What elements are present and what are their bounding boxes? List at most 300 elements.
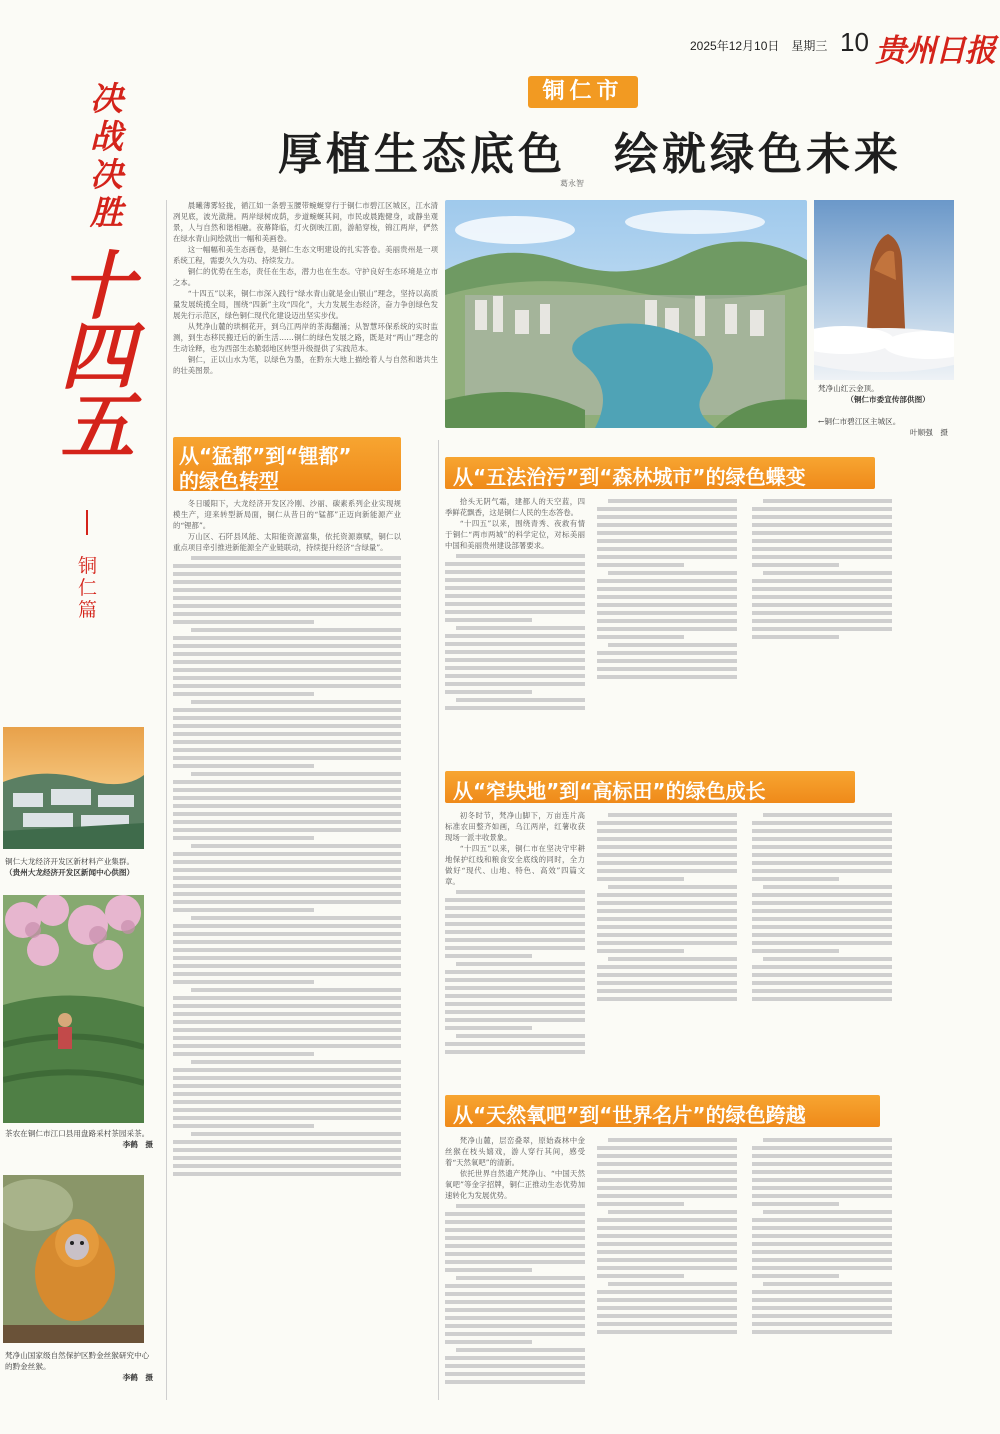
text-line [173,668,401,672]
intro-paragraph: 这一幅幅和美生态画卷，是铜仁生态文明建设的扎实答卷。美丽贵州是一项系统工程，需要久久为功、持续发力。 [173,245,438,265]
text-line [173,564,401,568]
paper-logo: 贵州日报 [875,33,995,69]
text-line [445,1292,585,1296]
text-line [456,1204,585,1208]
text-line [173,1044,401,1048]
text-line [597,563,684,567]
text-line [597,515,737,519]
section-4-column-3 [752,1135,892,1420]
text-line [597,1258,737,1262]
section-3-column-2 [597,810,737,1082]
text-line [752,869,892,873]
text-line [173,764,314,768]
text-line [445,706,585,710]
text-line [173,908,314,912]
text-line [173,812,401,816]
intro-paragraph: 从梵净山麓的珙桐花开，到乌江两岸的茶海翻涌；从智慧环保系统的实时监测，到生态移民搬迁后的新生活……铜仁的绿色发展之路，既是对“两山”理念的生动诠释，也为西部生态脆弱地区转型升级提供了实践范本。 [173,322,438,353]
text-line [597,829,737,833]
text-line [173,828,401,832]
text-line [597,1162,737,1166]
text-line [752,981,892,985]
text-line [173,932,401,936]
text-line [597,1186,737,1190]
text-line [597,1218,737,1222]
text-line [752,917,892,921]
text-line [752,1290,892,1294]
text-line [191,844,401,848]
text-line [445,898,585,902]
text-line [752,1330,892,1334]
section-heading-4: 从“天然氧吧”到“世界名片”的绿色跨越 [445,1095,880,1127]
text-line [597,1154,737,1158]
text-line [752,933,892,937]
text-line [763,813,892,817]
text-line [173,964,401,968]
intro-paragraph: “十四五”以来，铜仁市深入践行“绿水青山就是金山银山”理念，坚持以高质量发展统揽全局，围绕“四新”主攻“四化”，大力发展生态经济，奋力争创绿色发展先行示范区，绿色铜仁现代化建设迈出坚实步伐。 [173,289,438,320]
text-line [445,954,532,958]
text-line [752,1274,839,1278]
text-line [752,853,892,857]
text-line [763,957,892,961]
text-line [597,973,737,977]
text-line [752,555,892,559]
text-line [445,658,585,662]
text-line [752,1170,892,1174]
text-line [173,900,401,904]
text-line [752,1258,892,1262]
text-line [173,620,314,624]
text-line [456,698,585,702]
text-line [597,997,737,1001]
text-line [445,642,585,646]
column-text-block [445,551,585,758]
text-line [752,523,892,527]
text-line [445,914,585,918]
text-line [173,636,401,640]
text-line [597,1146,737,1150]
section-4-column-1 [445,1135,585,1420]
text-line [191,916,401,920]
text-line [173,972,401,976]
text-line [752,909,892,913]
text-line [445,674,585,678]
text-line [597,981,737,985]
text-line [752,893,892,897]
text-line [597,1290,737,1294]
text-line [763,1138,892,1142]
text-line [445,634,585,638]
headline: 厚植生态底色 绘就绿色未来 [278,129,902,180]
text-line [456,1348,585,1352]
text-line [173,684,401,688]
text-line [445,610,585,614]
text-line [173,1100,401,1104]
text-line [445,1316,585,1320]
text-line [752,579,892,583]
text-line [445,922,585,926]
page-number: 10 [840,27,869,57]
text-line [173,1084,401,1088]
text-line [173,1124,314,1128]
body-paragraph: 初冬时节，梵净山脚下，万亩连片高标准农田整齐如画，乌江两岸，红薯收获现场一派丰收景象。 [445,811,585,842]
text-line [173,836,314,840]
text-line [173,1092,401,1096]
text-line [445,1356,585,1360]
text-line [445,1372,585,1376]
text-line [752,1314,892,1318]
body-paragraph: “十四五”以来，铜仁市在坚决守牢耕地保护红线和粮食安全底线的同时，全力做好“现代、山地、特色、高效”四篇文章。 [445,844,585,886]
text-line [752,925,892,929]
text-line [173,604,401,608]
text-line [752,829,892,833]
text-line [597,1322,737,1326]
section-1-column [173,498,401,1393]
text-line [445,1340,532,1344]
text-line [173,1164,401,1168]
text-line [445,1284,585,1288]
text-line [173,780,401,784]
text-line [752,1322,892,1326]
text-line [173,892,401,896]
text-line [445,1260,585,1264]
text-line [173,612,401,616]
text-line [597,611,737,615]
text-line [191,1060,401,1064]
series-title: 决战决胜 [90,79,123,232]
text-line [173,884,401,888]
text-line [597,523,737,527]
text-line [752,1162,892,1166]
text-line [173,1116,401,1120]
region-tag: 铜仁市 [528,76,638,108]
section-2-column-1 [445,496,585,758]
text-line [445,1300,585,1304]
text-line [173,1076,401,1080]
byline: 葛永智 [560,179,584,188]
text-line [597,853,737,857]
text-line [173,1012,401,1016]
text-line [597,1226,737,1230]
text-line [445,562,585,566]
text-line [173,1148,401,1152]
series-big-title: 十四五 [60,244,135,470]
text-line [445,1220,585,1224]
text-line [173,596,401,600]
text-line [752,1146,892,1150]
text-line [752,619,892,623]
text-line [597,675,737,679]
text-line [752,941,892,945]
text-line [597,845,737,849]
section-heading-1: 从“猛都”到“锂都” 的绿色转型 [173,437,401,491]
text-line [752,997,892,1001]
intro-paragraph: 铜仁，正以山水为笔，以绿色为墨，在黔东大地上描绘着人与自然和谐共生的壮美图景。 [173,355,438,375]
text-line [173,860,401,864]
body-paragraph: 冬日暖阳下，大龙经济开发区冷刚、沙丽、碳素系列企业实现规模生产，迎来转型新局面，铜仁从昔日的“锰都”正迈向新能源产业的“锂都”。 [173,499,401,530]
text-line [445,946,585,950]
industrial-caption: 铜仁大龙经济开发区新材料产业集群。 （贵州大龙经济开发区新闻中心供图） [5,857,135,877]
text-line [752,507,892,511]
text-line [456,626,585,630]
text-line [445,1050,585,1054]
text-line [173,1036,401,1040]
section-heading-2: 从“五法治污”到“森林城市”的绿色蝶变 [445,457,875,489]
section-3-column-3 [752,810,892,1082]
text-line [597,925,737,929]
text-line [752,837,892,841]
text-line [597,1170,737,1174]
text-line [173,868,401,872]
text-line [752,611,892,615]
text-line [445,594,585,598]
text-line [597,1274,684,1278]
text-line [445,690,532,694]
text-line [597,941,737,945]
fanjing-mountain-photo [814,200,954,380]
text-line [173,740,401,744]
text-line [173,652,401,656]
text-line [597,837,737,841]
text-line [445,618,532,622]
body-paragraph: 万山区、石阡县风能、太阳能资源富集，依托资源禀赋，铜仁以重点项目牵引推进新能源全产业链联动，持续提升经济“含绿量”。 [173,532,401,552]
text-line [752,515,892,519]
text-line [752,531,892,535]
text-line [173,804,401,808]
text-line [597,861,737,865]
text-line [173,820,401,824]
text-line [191,556,401,560]
body-paragraph: 拾头无阴气霜，建都人的天空蓝，四季鲜花飘香，这是铜仁人民的生态答卷。 [445,497,585,517]
text-line [456,1034,585,1038]
text-line [173,788,401,792]
text-line [752,539,892,543]
masthead [690,27,995,69]
text-line [752,1178,892,1182]
section-2-column-2 [597,496,737,758]
text-line [752,845,892,849]
text-line [752,1194,892,1198]
series-subtitle: 铜仁篇 [78,555,98,621]
section-2-column-3 [752,496,892,696]
text-line [752,1154,892,1158]
text-line [456,890,585,894]
industrial-park-photo [3,727,144,849]
text-line [597,619,737,623]
text-line [445,682,585,686]
text-line [597,595,737,599]
golden-monkey-photo [3,1175,144,1343]
text-line [597,603,737,607]
text-line [445,1380,585,1384]
text-line [191,1132,401,1136]
text-line [173,1020,401,1024]
text-line [173,580,401,584]
section-4-column-2 [597,1135,737,1420]
text-line [173,588,401,592]
text-line [597,877,684,881]
text-line [173,980,314,984]
text-line [191,772,401,776]
text-line [445,1002,585,1006]
text-line [173,876,401,880]
text-line [597,1242,737,1246]
text-line [173,748,401,752]
text-line [608,957,737,961]
text-line [752,1250,892,1254]
text-line [608,1282,737,1286]
text-line [445,930,585,934]
text-line [608,571,737,575]
text-line [752,989,892,993]
text-line [608,643,737,647]
column-text-block [173,553,401,1393]
text-line [445,1324,585,1328]
body-paragraph: “十四五”以来，围绕青秀、夜救有情于铜仁“两市两城”的科学定位，对标美丽中国和美丽贵州建设部署要求。 [445,519,585,550]
text-line [608,1138,737,1142]
text-line [752,587,892,591]
text-line [445,1332,585,1336]
text-line [445,978,585,982]
text-line [173,1068,401,1072]
text-line [597,1306,737,1310]
text-line [173,1140,401,1144]
text-line [173,692,314,696]
text-line [752,1226,892,1230]
text-line [173,1028,401,1032]
text-line [597,555,737,559]
text-line [445,1252,585,1256]
text-line [445,650,585,654]
text-line [752,1298,892,1302]
text-line [445,570,585,574]
text-line [597,901,737,905]
text-line [173,796,401,800]
text-line [597,659,737,663]
monkey-caption: 梵净山国家级自然保护区黔金丝猴研究中心的黔金丝猴。 李鹤 摄 [5,1351,153,1382]
text-line [752,547,892,551]
text-line [173,1004,401,1008]
text-line [173,732,401,736]
text-line [752,595,892,599]
text-line [597,893,737,897]
text-line [752,1306,892,1310]
column-text-block [445,887,585,1082]
text-line [763,885,892,889]
intro-paragraph: 铜仁的优势在生态，责任在生态，潜力也在生态。守护良好生态环境是立市之本。 [173,267,438,287]
tea-picking-photo [3,895,144,1123]
text-line [752,635,839,639]
text-line [445,1228,585,1232]
text-line [173,724,401,728]
text-line [597,651,737,655]
text-line [597,1202,684,1206]
text-line [445,578,585,582]
text-line [597,917,737,921]
text-line [752,603,892,607]
text-line [597,1330,737,1334]
text-line [445,586,585,590]
text-line [597,949,684,953]
text-line [752,1234,892,1238]
text-line [752,901,892,905]
city-aerial-photo [445,200,807,428]
series-divider [86,510,88,535]
text-line [752,821,892,825]
text-line [597,1314,737,1318]
text-line [173,756,401,760]
text-line [597,1178,737,1182]
text-line [597,933,737,937]
text-line [752,973,892,977]
issue-date: 2025年12月10日 星期三 [690,39,828,53]
text-line [752,563,839,567]
text-line [445,970,585,974]
text-line [173,1156,401,1160]
text-line [752,627,892,631]
text-line [597,539,737,543]
text-line [173,1052,314,1056]
text-line [445,1018,585,1022]
text-line [597,869,737,873]
text-line [752,1186,892,1190]
text-line [597,627,737,631]
text-line [597,1266,737,1270]
text-line [752,861,892,865]
text-line [597,1298,737,1302]
tea-caption: 茶农在铜仁市江口县用盘路采村茶园采茶。 李鹤 摄 [5,1129,153,1149]
text-line [445,1042,585,1046]
text-line [173,644,401,648]
text-line [173,1172,401,1176]
text-line [763,499,892,503]
text-line [597,1250,737,1254]
intro-text [173,200,438,424]
text-line [173,956,401,960]
text-line [445,986,585,990]
text-line [445,1244,585,1248]
text-line [173,676,401,680]
text-line [752,1242,892,1246]
text-line [597,635,684,639]
text-line [445,602,585,606]
text-line [173,852,401,856]
text-line [456,554,585,558]
text-line [173,940,401,944]
text-line [191,700,401,704]
text-line [173,924,401,928]
text-line [597,989,737,993]
text-line [445,666,585,670]
text-line [173,716,401,720]
text-line [597,547,737,551]
text-line [173,1108,401,1112]
text-line [191,988,401,992]
text-line [763,571,892,575]
text-line [763,1282,892,1286]
text-line [445,1010,585,1014]
text-line [752,965,892,969]
text-line [173,572,401,576]
text-line [445,994,585,998]
text-line [608,499,737,503]
text-line [752,1202,839,1206]
series-banner [60,70,165,621]
text-line [597,821,737,825]
text-line [445,1026,532,1030]
text-line [597,579,737,583]
intro-paragraph: 晨曦薄雾轻拢，循江如一条碧玉腰带蜿蜒穿行于铜仁市碧江区城区，江水清冽见底，波光潋滟。两岸绿树成荫，步道蜿蜒其间，市民或晨跑健身，或静坐观景，人与自然和谐相融。夜幕降临，灯火倒映江面，游船穿梭，锦江两岸，俨然在绿水青山间绘就出一幅和美画卷。 [173,201,438,243]
body-paragraph: 梵净山麓，层峦叠翠，原始森林中金丝猴在枝头嬉戏，游人穿行其间，感受着“天然氧吧”的清新。 [445,1136,585,1167]
